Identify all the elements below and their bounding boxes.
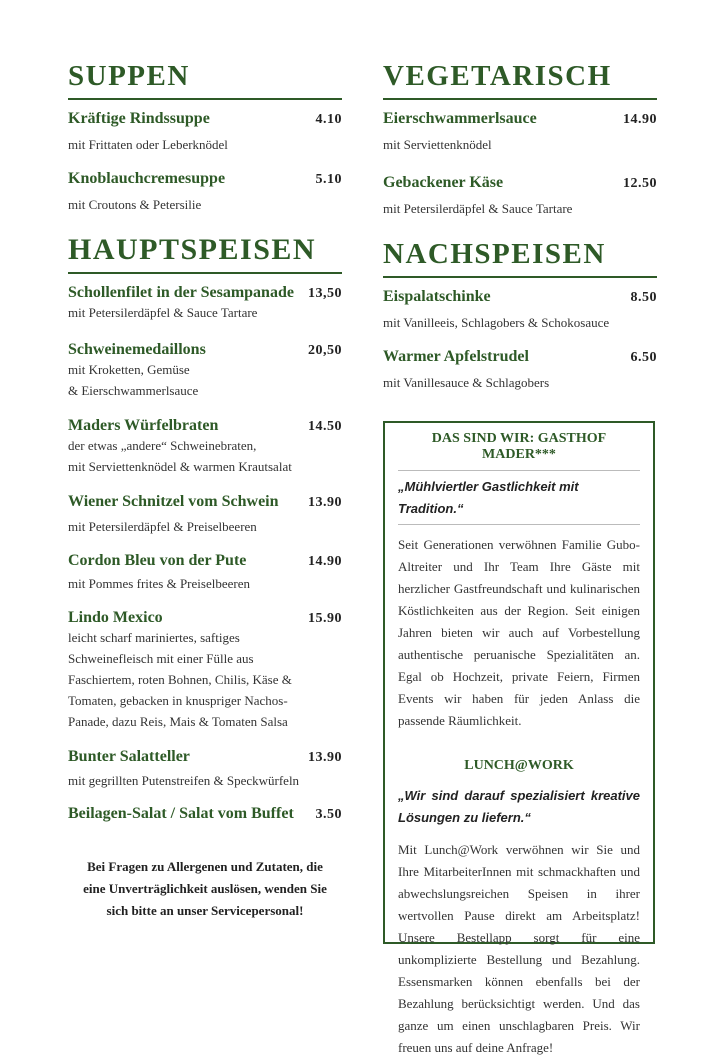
item-name: Bunter Salatteller	[68, 748, 190, 765]
item-price: 12.50	[623, 176, 657, 191]
suppen-heading: SUPPEN	[68, 58, 342, 100]
item-name: Warmer Apfelstrudel	[383, 348, 529, 365]
about-title: DAS SIND WIR: GASTHOF MADER***	[431, 431, 607, 462]
item-desc: Tomaten, gebacken in knuspriger Nachos-	[68, 693, 288, 708]
hauptspeisen-heading: HAUPTSPEISEN	[68, 232, 342, 274]
lunch-title: LUNCH@WORK	[464, 758, 574, 773]
menu-item	[383, 174, 657, 234]
item-price: 14.50	[308, 419, 342, 434]
menu-item	[68, 748, 342, 805]
nachspeisen-heading: NACHSPEISEN	[383, 236, 657, 278]
right-column	[383, 58, 657, 408]
menu-item	[383, 288, 657, 348]
item-name: Cordon Bleu von der Pute	[68, 552, 247, 569]
lunch-text: Mit Lunch@Work verwöhnen wir Sie und Ihre MitarbeiterInnen mit schmackhaften und abwechslungsreichen Speisen in ihrer wertvollen Pause direkt am Arbeitsplatz! Unsere Bestellapp sorgt für eine unkomplizierte Bestellung und Bezahlung. Essensmarken können ebenfalls bei der Bezahlung berücksichtigt werden. Und das ganze um einen unschlagbaren Preis. Wir freuen uns auf deine Anfrage!	[398, 842, 640, 1055]
item-price: 13.90	[308, 495, 342, 510]
note-line: sich bitte an unser Servicepersonal!	[106, 903, 304, 918]
about-text: Seit Generationen verwöhnen Familie Gubo-Altreiter und Ihr Team Ihre Gäste mit herzlicher Gastfreundschaft und kulinarischen Köstlichkeiten aus der Region. Seit einigen Jahren bieten wir auch auf Vorbestellung authentische peruanische Spezialitäten an. Egal ob Hochzeit, private Feiern, Firmen Events wir haben für jeden Anlass die passende Räumlichkeit.	[398, 537, 640, 728]
menu-item	[68, 170, 342, 230]
menu-item	[68, 110, 342, 170]
item-name: Wiener Schnitzel vom Schwein	[68, 493, 279, 510]
item-price: 5.10	[315, 172, 342, 187]
item-price: 4.10	[315, 112, 342, 127]
vegetarisch-heading: VEGETARISCH	[383, 58, 657, 100]
item-price: 15.90	[308, 611, 342, 626]
item-desc: der etwas „andere“ Schweinebraten,	[68, 438, 257, 453]
item-desc: mit Vanilleeis, Schlagobers & Schokosauce	[383, 315, 610, 330]
note-line: Bei Fragen zu Allergenen und Zutaten, die	[87, 859, 323, 874]
item-name: Gebackener Käse	[383, 174, 504, 191]
item-desc: mit Pommes frites & Preiselbeeren	[68, 576, 250, 591]
item-desc: mit Croutons & Petersilie	[68, 197, 202, 212]
item-price: 13.90	[308, 750, 342, 765]
item-desc: leicht scharf mariniertes, saftiges	[68, 630, 240, 645]
item-desc: Schweinefleisch mit einer Fülle aus	[68, 651, 254, 666]
item-name: Schweinemedaillons	[68, 341, 206, 358]
item-name: Kräftige Rindssuppe	[68, 110, 210, 127]
item-desc: mit Petersilerdäpfel & Sauce Tartare	[68, 305, 258, 320]
item-desc: mit Serviettenknödel & warmen Krautsalat	[68, 459, 292, 474]
menu-item	[68, 609, 342, 748]
menu-item	[68, 284, 342, 341]
item-desc: mit Petersilerdäpfel & Preiselbeeren	[68, 519, 257, 534]
menu-item	[383, 348, 657, 408]
item-price: 8.50	[630, 290, 657, 305]
item-price: 14.90	[308, 554, 342, 569]
item-name: Maders Würfelbraten	[68, 417, 219, 434]
menu-item	[68, 417, 342, 493]
menu-item	[68, 805, 342, 835]
about-quote: „Mühlviertler Gastlichkeit mit Tradition.“	[398, 479, 579, 516]
item-desc: mit Petersilerdäpfel & Sauce Tartare	[383, 201, 573, 216]
item-name: Beilagen-Salat / Salat vom Buffet	[68, 805, 294, 822]
item-price: 13,50	[308, 286, 342, 301]
left-column	[68, 58, 342, 835]
item-name: Eispalatschinke	[383, 288, 491, 305]
item-name: Knoblauchcremesuppe	[68, 170, 226, 187]
item-desc: mit Kroketten, Gemüse	[68, 362, 190, 377]
lunch-quote: „Wir sind darauf spezialisiert kreative Lösungen zu liefern.“	[398, 788, 640, 825]
item-name: Schollenfilet in der Sesampanade	[68, 284, 294, 301]
item-price: 6.50	[630, 350, 657, 365]
menu-item	[383, 110, 657, 174]
item-desc: mit Vanillesauce & Schlagobers	[383, 375, 550, 390]
note-line: eine Unverträglichkeit auslösen, wenden Sie	[83, 881, 327, 896]
item-price: 20,50	[308, 343, 342, 358]
menu-item	[68, 493, 342, 552]
allergen-note	[68, 856, 342, 922]
item-desc: Faschiertem, roten Bohnen, Chilis, Käse &	[68, 672, 292, 687]
item-name: Lindo Mexico	[68, 609, 163, 626]
about-box	[383, 421, 655, 1055]
item-price: 14.90	[623, 112, 657, 127]
item-desc: & Eierschwammerlsauce	[68, 383, 199, 398]
menu-item	[68, 552, 342, 609]
item-desc: mit Frittaten oder Leberknödel	[68, 137, 228, 152]
item-price: 3.50	[315, 807, 342, 822]
menu-item	[68, 341, 342, 417]
item-desc: mit gegrillten Putenstreifen & Speckwürfeln	[68, 773, 300, 788]
item-name: Eierschwammerlsauce	[383, 110, 537, 127]
item-desc: Panade, dazu Reis, Mais & Tomaten Salsa	[68, 714, 288, 729]
item-desc: mit Serviettenknödel	[383, 137, 492, 152]
